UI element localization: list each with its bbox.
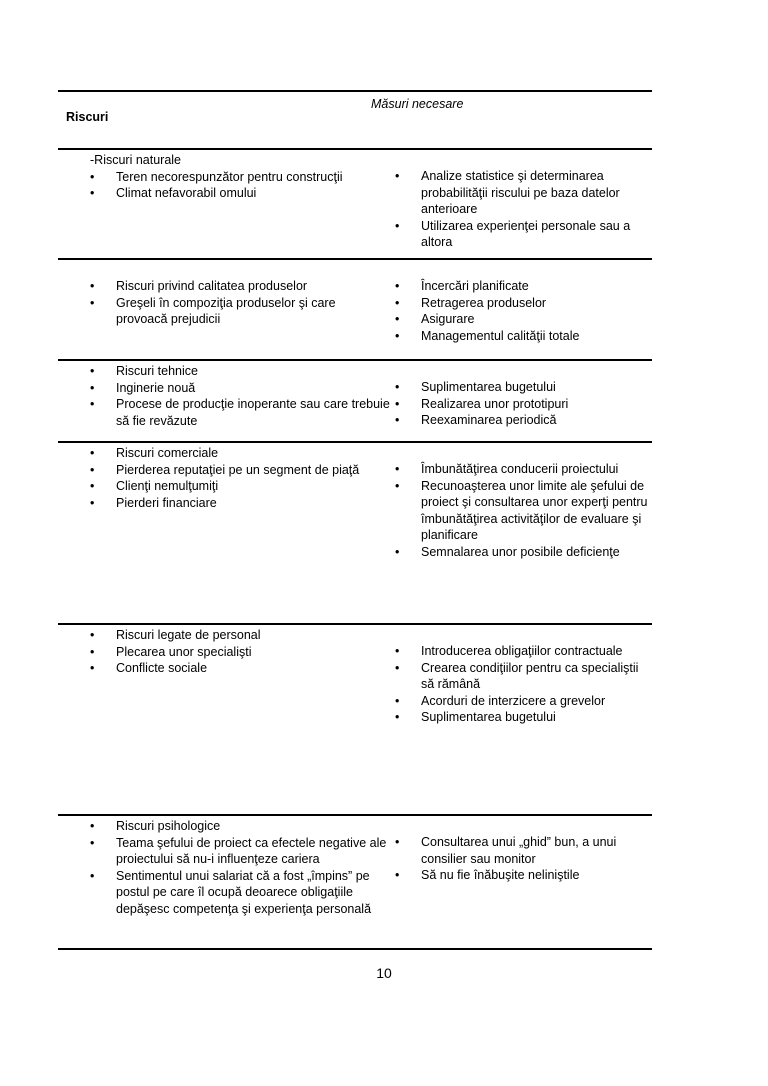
risk-cell xyxy=(90,627,390,677)
bullet-icon: • xyxy=(90,835,95,850)
bullet-icon: • xyxy=(395,218,400,233)
bullet-icon: • xyxy=(90,628,95,642)
table-row xyxy=(58,361,652,443)
list-item: • Riscuri legate de personal xyxy=(90,628,261,642)
measure-cell xyxy=(395,461,650,560)
bullet-icon: • xyxy=(395,380,400,394)
list-item: • Conflicte sociale xyxy=(90,661,208,675)
list-item: • Sentimentul unui salariat că a fost „împins” pe postul pe care îl ocupă deoarece obligaţiile depăşesc competenţa şi experienţa personală xyxy=(90,868,372,916)
list-item: • Suplimentarea bugetului xyxy=(395,710,556,724)
list-item: • Retragerea produselor xyxy=(395,295,547,310)
measure-cell xyxy=(395,834,650,884)
risk-cell xyxy=(90,363,390,429)
list-item: • Asigurare xyxy=(395,312,475,326)
list-item: • Îmbunătăţirea conducerii proiectului xyxy=(395,462,619,476)
bullet-icon: • xyxy=(90,495,95,510)
risk-intro: -Riscuri naturale xyxy=(90,153,182,167)
table-row xyxy=(58,625,652,816)
bullet-icon: • xyxy=(90,661,95,675)
list-item: • Inginerie nouă xyxy=(90,380,196,395)
list-item: • Crearea condiţiilor pentru ca specialiştii să rămână xyxy=(395,660,639,691)
list-item: • Semnalarea unor posibile deficienţe xyxy=(395,544,620,559)
bullet-icon: • xyxy=(395,693,400,708)
list-item: • Greşeli în compoziţia produselor şi care provoacă prejudicii xyxy=(90,295,336,326)
risk-cell xyxy=(90,818,390,917)
list-item: • Teama şefului de proiect ca efectele negative ale proiectului să nu-i influenţeze cariera xyxy=(90,835,387,866)
table-header xyxy=(58,90,652,150)
list-item: • Riscuri psihologice xyxy=(90,819,221,833)
list-item: • Introducerea obligaţiilor contractuale xyxy=(395,644,623,658)
risk-measures-table xyxy=(58,90,652,950)
measure-cell xyxy=(395,168,650,251)
header-measures: Măsuri necesare xyxy=(371,97,464,111)
list-item: • Procese de producţie inoperante sau care trebuie să fie revăzute xyxy=(90,397,390,428)
list-item: • Consultarea unui „ghid” bun, a unui consilier sau monitor xyxy=(395,835,617,866)
bullet-icon: • xyxy=(395,328,400,343)
bullet-icon: • xyxy=(395,413,400,427)
bullet-icon: • xyxy=(395,644,400,658)
measure-cell xyxy=(395,643,650,726)
bullet-icon: • xyxy=(395,868,400,882)
table-row xyxy=(58,260,652,361)
list-item: • Suplimentarea bugetului xyxy=(395,380,556,394)
list-item: • Riscuri tehnice xyxy=(90,364,198,378)
table-row xyxy=(58,816,652,950)
list-item: • Recunoaşterea unor limite ale şefului de proiect şi consultarea unor experţi pentru îmbunătăţirea activităţilor de evaluare şi planificare xyxy=(395,478,648,542)
bullet-icon: • xyxy=(395,710,400,724)
header-risks: Riscuri xyxy=(66,110,109,124)
measure-cell xyxy=(395,379,650,429)
bullet-icon: • xyxy=(395,660,400,675)
bullet-icon: • xyxy=(395,295,400,310)
bullet-icon: • xyxy=(90,364,95,378)
bullet-icon: • xyxy=(90,462,95,477)
bullet-icon: • xyxy=(395,544,400,559)
bullet-icon: • xyxy=(90,446,95,460)
list-item: • Plecarea unor specialişti xyxy=(90,644,252,659)
table-row xyxy=(58,150,652,260)
list-item: • Acorduri de interzicere a grevelor xyxy=(395,693,606,708)
bullet-icon: • xyxy=(395,169,400,183)
bullet-icon: • xyxy=(90,380,95,395)
bullet-icon: • xyxy=(90,479,95,493)
bullet-icon: • xyxy=(395,279,400,293)
list-item: • Să nu fie înăbuşite neliniştile xyxy=(395,868,580,882)
list-item: • Managementul calităţii totale xyxy=(395,328,580,343)
measure-cell xyxy=(395,278,650,344)
list-item: • Riscuri comerciale xyxy=(90,446,219,460)
table-row xyxy=(58,443,652,625)
bullet-icon: • xyxy=(90,819,95,833)
list-item: • Riscuri privind calitatea produselor xyxy=(90,279,308,293)
risk-cell xyxy=(90,278,390,328)
bullet-icon: • xyxy=(90,279,95,293)
bullet-icon: • xyxy=(395,478,400,493)
page-number: 10 xyxy=(376,965,392,981)
risk-cell xyxy=(90,152,390,202)
list-item: • Reexaminarea periodică xyxy=(395,413,557,427)
list-item: • Teren necorespunzător pentru construcţii xyxy=(90,169,343,184)
list-item: • Pierderi financiare xyxy=(90,495,217,510)
list-item: • Încercări planificate xyxy=(395,279,529,293)
bullet-icon: • xyxy=(90,295,95,310)
risk-cell xyxy=(90,445,390,511)
list-item: • Realizarea unor prototipuri xyxy=(395,396,569,411)
bullet-icon: • xyxy=(395,396,400,411)
bullet-icon: • xyxy=(90,186,95,200)
list-item: • Pierderea reputaţiei pe un segment de piaţă xyxy=(90,462,360,477)
bullet-icon: • xyxy=(395,462,400,476)
bullet-icon: • xyxy=(90,169,95,184)
bullet-icon: • xyxy=(395,312,400,326)
bullet-icon: • xyxy=(90,644,95,659)
bullet-icon: • xyxy=(90,868,95,883)
list-item: • Clienţi nemulţumiţi xyxy=(90,479,219,493)
bullet-icon: • xyxy=(395,835,400,849)
bullet-icon: • xyxy=(90,397,95,411)
list-item: • Analize statistice şi determinarea probabilităţii riscului pe baza datelor anterioare xyxy=(395,169,620,216)
list-item: • Climat nefavorabil omului xyxy=(90,186,257,200)
list-item: • Utilizarea experienţei personale sau a altora xyxy=(395,218,631,249)
